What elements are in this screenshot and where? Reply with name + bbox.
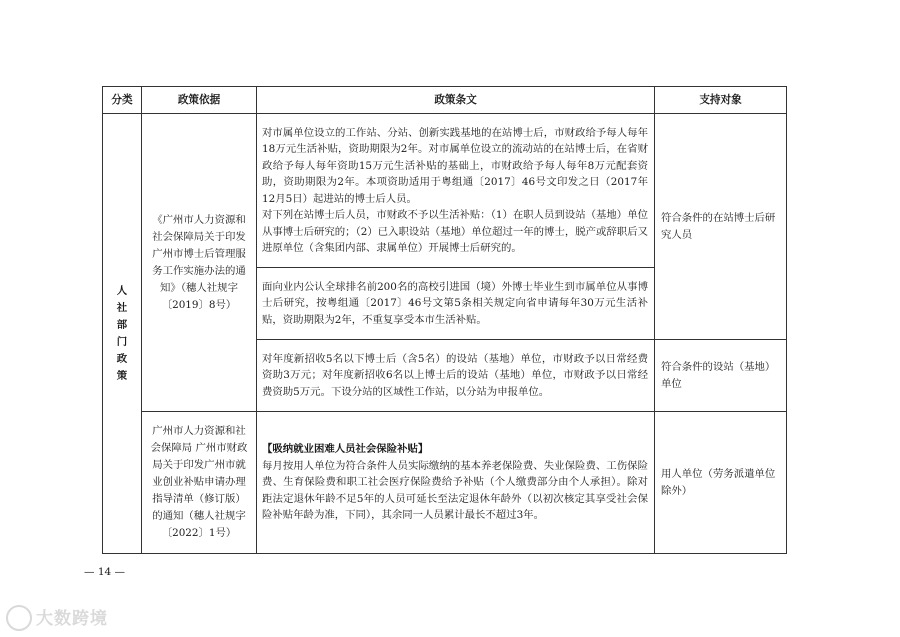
clause-cell: 面向业内公认全球排名前200名的高校引进国（境）外博士毕业生到市属单位从事博士后研究，按粤组通〔2017〕46号文第5条相关规定向省申请每年30万元生活补贴，资助期限为2年，不重复享受本市生活补贴。 [257,268,655,340]
watermark-text: 大数跨境 [36,609,108,629]
clause-text: 对市属单位设立的工作站、分站、创新实践基地的在站博士后，市财政给予每人每年18万元生活补贴，资助期限为2年。对市属单位设立的流动站的在站博士后，在省财政给予每人每年资助15万元生活补贴的基础上，市财政给予每人每年8万元配套资助，资助期限为2年。本项资助适用于粤组通〔2017〕46号文印发之日（2017年12月5日）起进站的博士后人员。 对下列在站博士后人员，市财政不予以生活补贴：（1）在职人员到设站（基地）单位从事博士后研究的；（2）已入职设站（基地）单位超过一年的博士，脱产或辞职后又进原单位（含集团内部、隶属单位）开展博士后研究的。 [262,126,648,254]
clause-heading: 【吸纳就业困难人员社会保险补贴】 [262,443,429,456]
basis-cell: 《广州市人力资源和社会保障局关于印发广州市博士后管理服务工作实施办法的通知》（穗人社规字〔2019〕8号） [142,114,257,412]
header-clause: 政策条文 [257,87,655,114]
clause-cell: 对年度新招收5名以下博士后（含5名）的设站（基地）单位，市财政予以日常经费资助3万元；对年度新招收6名以上博士后的设站（基地）单位，市财政予以日常经费资助5万元。下设分站的区域性工作站，以分站为申报单位。 [257,340,655,412]
table-row [103,412,787,554]
target-cell: 用人单位（劳务派遣单位除外） [655,412,787,554]
target-cell: 符合条件的设站（基地）单位 [655,340,787,412]
page-number: — 14 — [84,566,126,578]
basis-cell: 广州市人力资源和社会保障局 广州市财政局关于印发广州市就业创业补贴申请办理指导清单（修订版）的通知（穗人社规字〔2022〕1号） [142,412,257,554]
clause-text: 每月按用人单位为符合条件人员实际缴纳的基本养老保险费、失业保险费、工伤保险费、生育保险费和职工社会医疗保险费给予补贴（个人缴费部分由个人承担）。除对距法定退休年龄不足5年的人员可延长至法定退休年龄外（以初次核定其享受社会保险补贴年龄为准，下同），其余同一人员累计最长不超过3年。 [262,459,648,522]
header-category: 分类 [103,87,142,114]
category-label: 人社部门政策 [116,284,128,382]
header-target: 支持对象 [655,87,787,114]
clause-cell [257,412,655,554]
watermark-logo-icon [6,605,32,631]
table-row [103,114,787,268]
category-cell [103,114,142,554]
table-header-row [103,87,787,114]
policy-table [102,86,787,554]
header-basis: 政策依据 [142,87,257,114]
clause-cell [257,114,655,268]
target-cell: 符合条件的在站博士后研究人员 [655,114,787,340]
watermark [6,604,108,632]
